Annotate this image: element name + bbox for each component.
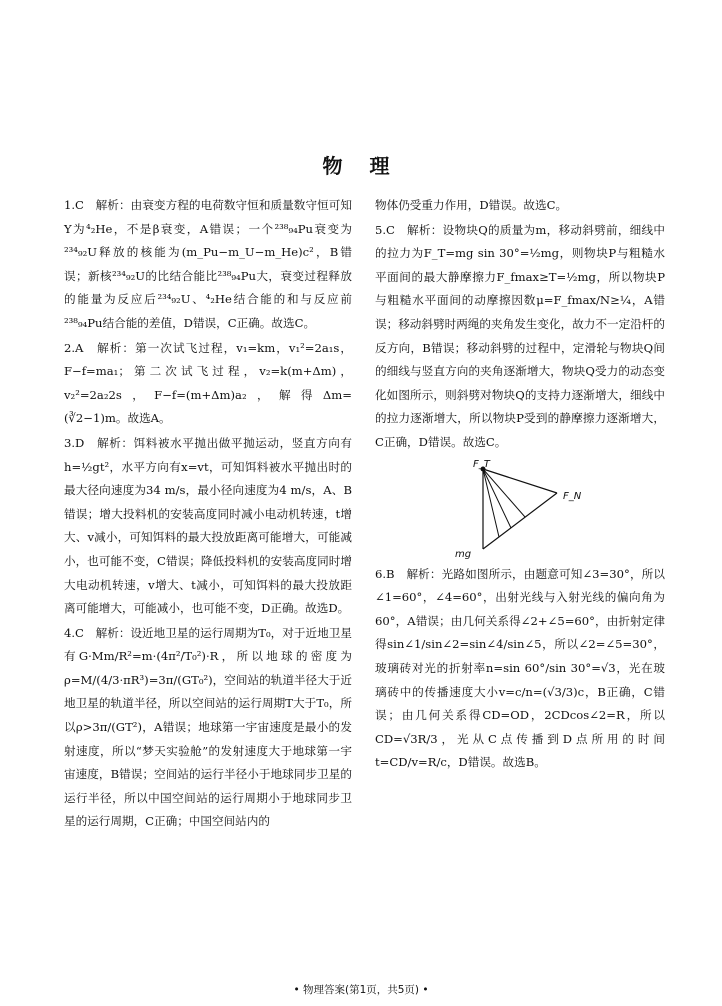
solution-q1: 1.C 解析：由衰变方程的电荷数守恒和质量数守恒可知Y为⁴₂He，不是β衰变，A错误；一个²³⁸₉₄Pu衰变为²³⁴₉₂U释放的核能为(m_Pu−m_U−m_He)c²，B错误；新核²³⁴₉₂U的比结合能比²³⁸₉₄Pu大，衰变过程释放的能量为反应后²³⁴₉₂U、⁴₂He结合能的和与反应前²³⁸₉₄Pu结合能的差值，D错误，C正确。故选C。	[64, 198, 352, 330]
solution-q3: 3.D 解析：饵料被水平抛出做平抛运动，竖直方向有h=½gt²，水平方向有x=vt，可知饵料被水平抛出时的最大径向速度为34 m/s，最小径向速度为4 m/s，A、B错误；增大投料机的安装高度同时减小电动机转速，t增大、v减小，可知饵料的最大投放距离可能增大，可能减小，也可能不变，C错误；降低投料机的安装高度同时增大电动机转速，v增大、t减小，可知饵料的最大投放距离可能增大，可能减小，也可能不变，D正确。故选D。	[64, 435, 352, 616]
force-diagram-svg	[375, 461, 665, 561]
closing-line	[483, 493, 557, 549]
ray-3	[483, 469, 499, 537]
page-footer: • 物理答案(第1页，共5页) •	[293, 984, 429, 996]
label-mg: mg	[455, 548, 472, 560]
ray-2	[483, 469, 511, 528]
page-title: 物 理	[322, 154, 400, 178]
left-column	[64, 194, 352, 835]
force-diagram	[375, 458, 665, 561]
solution-q5: 5.C 解析：设物块Q的质量为m，移动斜劈前，细线中的拉力为F_T=mg sin 30°=½mg，则物块P与粗糙水平面间的最大静摩擦力F_fmax≥T=½mg，所以物块P与粗糙水平面间的动摩擦因数μ=F_fmax/N≥¼，A错误；移动斜劈时两绳的夹角发生变化，故力不一定沿杆的反方向，B错误；移动斜劈的过程中，定滑轮与物块Q间的细线与竖直方向的夹角逐渐增大，物块Q受力的动态变化如图所示，则斜劈对物块Q的支持力逐渐增大，细线中的拉力逐渐增大，所以物块P受到的静摩擦力逐渐增大，C正确，D错误。故选C。	[375, 222, 665, 449]
solution-q4: 4.C 解析：设近地卫星的运行周期为T₀，对于近地卫星有G·Mm/R²=m·(4π²/T₀²)·R，所以地球的密度为ρ=M/(4/3·πR³)=3π/(GT₀²)，空间站的轨道半径大于近地卫星的轨道半径，所以空间站的运行周期T大于T₀，所以ρ>3π/(GT²)，A错误；地球第一宇宙速度是最小的发射速度，所以“梦天实验舱”的发射速度大于地球第一宇宙速度，B错误；空间站的运行半径小于地球同步卫星的运行半径，所以中国空间站的运行周期小于地球同步卫星的运行周期，C正确；中国空间站内的	[64, 625, 352, 829]
right-column	[375, 194, 665, 776]
solution-q4-continued: 物体仍受重力作用，D错误。故选C。	[375, 198, 568, 212]
solution-q6: 6.B 解析：光路如图所示，由题意可知∠3=30°，所以∠1=60°，∠4=60°，出射光线与入射光线的偏向角为60°，A错误；由几何关系得∠2+∠5=60°，由折射定律得sin∠1/sin∠2=sin∠4/sin∠5，所以∠2=∠5=30°，玻璃砖对光的折射率n=sin 60°/sin 30°=√3，光在玻璃砖中的传播速度大小v=c/n=(√3/3)c，B正确，C错误；由几何关系得CD=OD，2CDcos∠2=R，所以CD=√3R/3，光从C点传播到D点所用的时间t=CD/v=R/c，D错误。故选B。	[375, 566, 665, 770]
solution-q2: 2.A 解析：第一次试飞过程，v₁=km，v₁²=2a₁s，F−f=ma₁；第二次试飞过程，v₂=k(m+Δm)，v₂²=2a₂2s，F−f=(m+Δm)a₂，解得Δm=(∛2−1)m。故选A。	[64, 340, 352, 426]
label-ft: F_T	[473, 458, 490, 470]
label-fn: F_N	[563, 490, 582, 502]
